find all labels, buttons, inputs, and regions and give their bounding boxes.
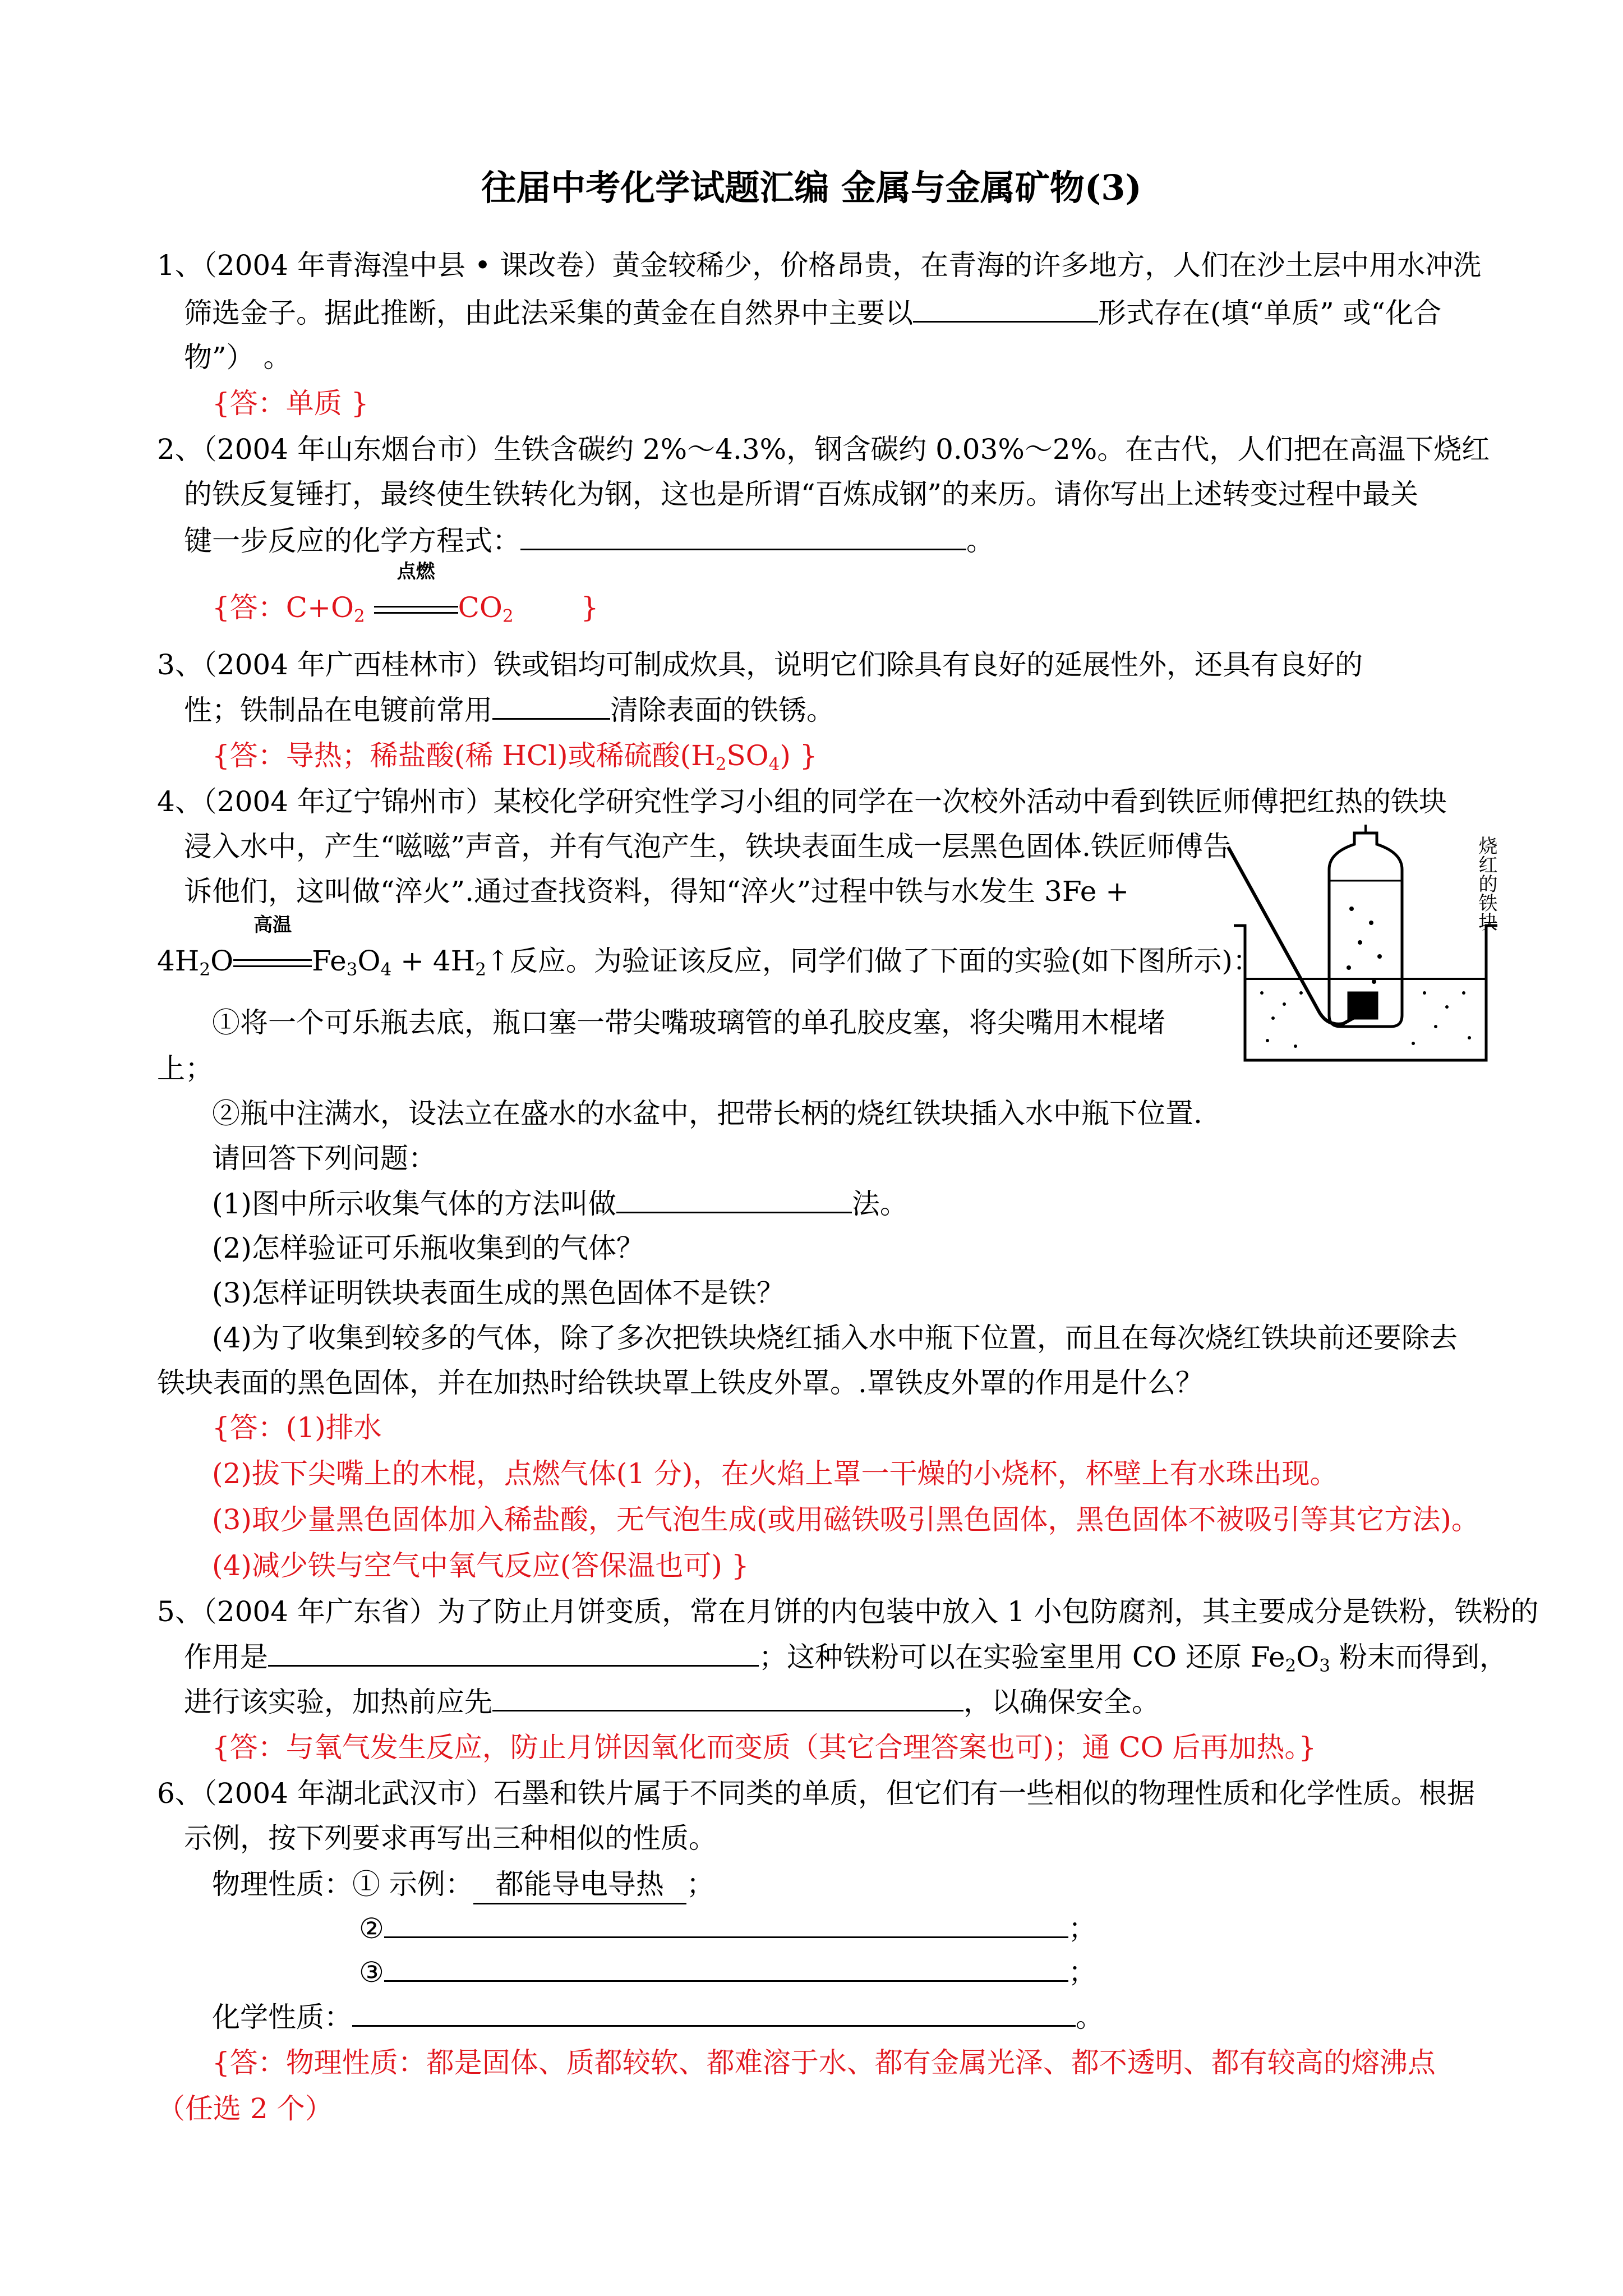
q1-line3: 物”） 。 — [184, 341, 292, 374]
q2-line2: 的铁反复锤打，最终使生铁转化为钢，这也是所谓“百炼成钢”的来历。请你写出上述转变过程中最关 — [184, 478, 1419, 510]
q4-subquestion-2: (2)怎样验证可乐瓶收集到的气体？ — [212, 1232, 644, 1264]
q4-eq-product-o: O — [357, 945, 381, 977]
q2-answer-subscript-2: 2 — [502, 606, 514, 627]
q4-answer-1: {答：(1)排水 — [212, 1411, 382, 1444]
q6-line1: 6、（2004 年湖北武汉市）石墨和铁片属于不同类的单质，但它们有一些相似的物理性质和化学性质。根据 — [157, 1777, 1475, 1810]
q4-step1: ①将一个可乐瓶去底，瓶口塞一带尖嘴玻璃管的单孔胶皮塞，将尖嘴用木棍堵 — [212, 1006, 1165, 1039]
q1-line2-tail: 形式存在(填“单质” 或“化合 — [1098, 297, 1442, 329]
q4-eq-sub1: 2 — [199, 959, 211, 980]
q4-eq-sub2: 3 — [346, 959, 358, 980]
q1-line1: 1、（2004 年青海湟中县 • 课改卷）黄金较稀少，价格昂贵，在青海的许多地方，人们在沙土层中用水冲洗 — [157, 249, 1482, 282]
q6-semicolon-2: ； — [1068, 1912, 1096, 1945]
page-title: 往届中考化学试题汇编 金属与金属矿物(3) — [481, 167, 1142, 208]
q3-answer-text-3: ) } — [780, 739, 818, 772]
q4-equals-sign — [233, 959, 312, 967]
q5-line2-text: 作用是 — [184, 1641, 268, 1673]
q4-eq-reactant-o: O — [210, 945, 234, 977]
q5-line2-o: O — [1296, 1641, 1320, 1673]
q5-line3-text: 进行该实验，加热前应先 — [184, 1686, 492, 1718]
q4-eq-sub3: 4 — [380, 959, 392, 980]
q6-mark-3: ③ — [359, 1956, 384, 1989]
q4-reaction-condition — [233, 914, 312, 979]
q2-line1: 2、（2004 年山东烟台市）生铁含碳约 2%～4.3%，钢含碳约 0.03%～2%。在古代，人们把在高温下烧红 — [157, 433, 1490, 466]
q5-blank-2[interactable] — [492, 1683, 963, 1711]
q3-answer-sub2: 4 — [768, 754, 780, 775]
figure-label: 烧红的铁块 — [1475, 836, 1497, 931]
q2-answer-product: CO — [458, 591, 502, 624]
q3-line2-text: 性；铁制品在电镀前常用 — [184, 694, 492, 726]
q2-line3 — [184, 522, 994, 559]
q3-answer-sub1: 2 — [715, 754, 727, 775]
q6-answer-cont: （任选 2 个） — [157, 2092, 333, 2125]
q2-answer-subscript: 2 — [353, 606, 365, 627]
q6-example-answer: 都能导电导热 — [473, 1866, 686, 1904]
iron-block — [1349, 993, 1377, 1018]
q3-answer-blank[interactable] — [492, 691, 610, 720]
q2-reaction-condition — [374, 560, 458, 626]
q6-semicolon-3: ； — [1068, 1956, 1096, 1989]
q2-answer — [212, 560, 599, 627]
q5-line2 — [184, 1638, 1507, 1676]
apparatus-figure — [1223, 825, 1514, 1071]
q1-answer: {答：单质 } — [212, 387, 369, 420]
q2-answer-lhs: {答：C+O — [212, 591, 354, 624]
q5-line3-tail: ，以确保安全。 — [963, 1686, 1160, 1718]
q5-line2-tail: 粉末而得到， — [1330, 1641, 1507, 1673]
q6-chemical-label: 化学性质： — [212, 2001, 352, 2033]
q6-physical-label: 物理性质：① 示例： — [212, 1868, 473, 1901]
q2-line3-tail: 。 — [966, 524, 994, 557]
q6-physical-2 — [359, 1910, 1096, 1947]
q3-line2-tail: 清除表面的铁锈。 — [610, 694, 834, 726]
q6-period: 。 — [1076, 2001, 1104, 2033]
q3-answer-text-2: SO — [726, 739, 769, 772]
q4-answer-3: (3)取少量黑色固体加入稀盐酸，无气泡生成(或用磁铁吸引黑色固体，黑色固体不被吸引等其它方法)。 — [212, 1503, 1479, 1536]
q3-answer — [212, 737, 818, 774]
q6-mark-2: ② — [359, 1912, 384, 1945]
q4-subquestion-4: (4)为了收集到较多的气体，除了多次把铁块烧红插入水中瓶下位置，而且在每次烧红铁块前还要除去 — [212, 1322, 1458, 1354]
q4-eq-reactant: 4H — [157, 945, 200, 977]
q1-line2-text: 筛选金子。据此推断，由此法采集的黄金在自然界中主要以 — [184, 297, 913, 329]
q1-line2 — [184, 294, 1441, 332]
q4-sq1-text: (1)图中所示收集气体的方法叫做 — [212, 1188, 616, 1220]
q4-answer-4: (4)减少铁与空气中氧气反应(答保温也可) } — [212, 1549, 749, 1582]
q3-line1: 3、（2004 年广西桂林市）铁或铝均可制成炊具，说明它们除具有良好的延展性外，还具有良好的 — [157, 648, 1363, 681]
q6-line2: 示例，按下列要求再写出三种相似的性质。 — [184, 1822, 717, 1855]
q6-physical-3 — [359, 1953, 1096, 1991]
q2-condition-label: 点燃 — [396, 560, 435, 583]
q6-blank-3[interactable] — [384, 1953, 1068, 1982]
q6-chemical — [212, 1998, 1104, 2036]
q5-line1: 5、（2004 年广东省）为了防止月饼变质，常在月饼的内包装中放入 1 小包防腐剂，其主要成分是铁粉，铁粉的 — [157, 1595, 1539, 1628]
q4-eq-tail: ↑反应。为验证该反应，同学们做了下面的实验(如下图所示)： — [486, 945, 1261, 977]
q5-line2-mid: ；这种铁粉可以在实验室里用 CO 还原 Fe — [759, 1641, 1285, 1673]
q6-semicolon: ； — [686, 1868, 714, 1901]
q4-eq-product: Fe — [312, 945, 347, 977]
q4-subquestion-1 — [212, 1185, 908, 1222]
q4-sq1-blank[interactable] — [616, 1185, 852, 1213]
q6-blank-2[interactable] — [384, 1910, 1068, 1938]
q4-answer-2: (2)拔下尖嘴上的木棍，点燃气体(1 分)，在火焰上罩一干燥的小烧杯，杯壁上有水珠出现。 — [212, 1457, 1338, 1490]
q5-blank-1[interactable] — [268, 1638, 759, 1667]
q5-answer: {答：与氧气发生反应，防止月饼因氧化而变质（其它合理答案也可)；通 CO 后再加热。} — [212, 1731, 1317, 1764]
q1-answer-blank[interactable] — [913, 294, 1098, 323]
q4-step1-end: 上； — [157, 1052, 213, 1085]
q6-answer: {答：物理性质：都是固体、质都较软、都难溶于水、都有金属光泽、都不透明、都有较高的熔沸点 — [212, 2046, 1436, 2079]
q4-eq-sub4: 2 — [475, 959, 487, 980]
q4-step2: ②瓶中注满水，设法立在盛水的水盆中，把带长柄的烧红铁块插入水中瓶下位置. — [212, 1097, 1202, 1130]
q5-sub2: 3 — [1319, 1655, 1330, 1676]
q4-subquestion-3: (3)怎样证明铁块表面生成的黑色固体不是铁？ — [212, 1277, 785, 1309]
q3-answer-text: {答：导热；稀盐酸(稀 HCl)或稀硫酸(H — [212, 739, 716, 772]
q5-sub1: 2 — [1285, 1655, 1297, 1676]
q4-line1: 4、（2004 年辽宁锦州市）某校化学研究性学习小组的同学在一次校外活动中看到铁匠师傅把红热的铁块 — [157, 785, 1447, 818]
q4-line2: 浸入水中，产生“嗞嗞”声音，并有气泡产生，铁块表面生成一层黑色固体.铁匠师傅告 — [184, 830, 1232, 863]
q4-eq-hydrogen: + 4H — [391, 945, 476, 977]
q4-condition-label: 高温 — [253, 914, 292, 936]
q5-line3 — [184, 1683, 1160, 1720]
q4-subquestion-4-cont: 铁块表面的黑色固体，并在加热时给铁块罩上铁皮外罩。.罩铁皮外罩的作用是什么？ — [157, 1366, 1204, 1399]
q2-answer-close: } — [580, 591, 599, 624]
q2-answer-blank[interactable] — [520, 522, 966, 550]
q4-sq1-tail: 法。 — [851, 1188, 908, 1220]
q2-equals-sign — [374, 606, 458, 614]
q4-equation — [157, 914, 1261, 980]
q6-blank-chem[interactable] — [352, 1998, 1076, 2027]
q4-line3: 诉他们，这叫做“淬火”.通过查找资料，得知“淬火”过程中铁与水发生 3Fe + — [184, 875, 1129, 908]
q2-line3-text: 键一步反应的化学方程式： — [184, 524, 520, 557]
q6-physical-example — [212, 1866, 714, 1904]
q3-line2 — [184, 691, 834, 729]
q4-prompt: 请回答下列问题： — [212, 1142, 436, 1175]
